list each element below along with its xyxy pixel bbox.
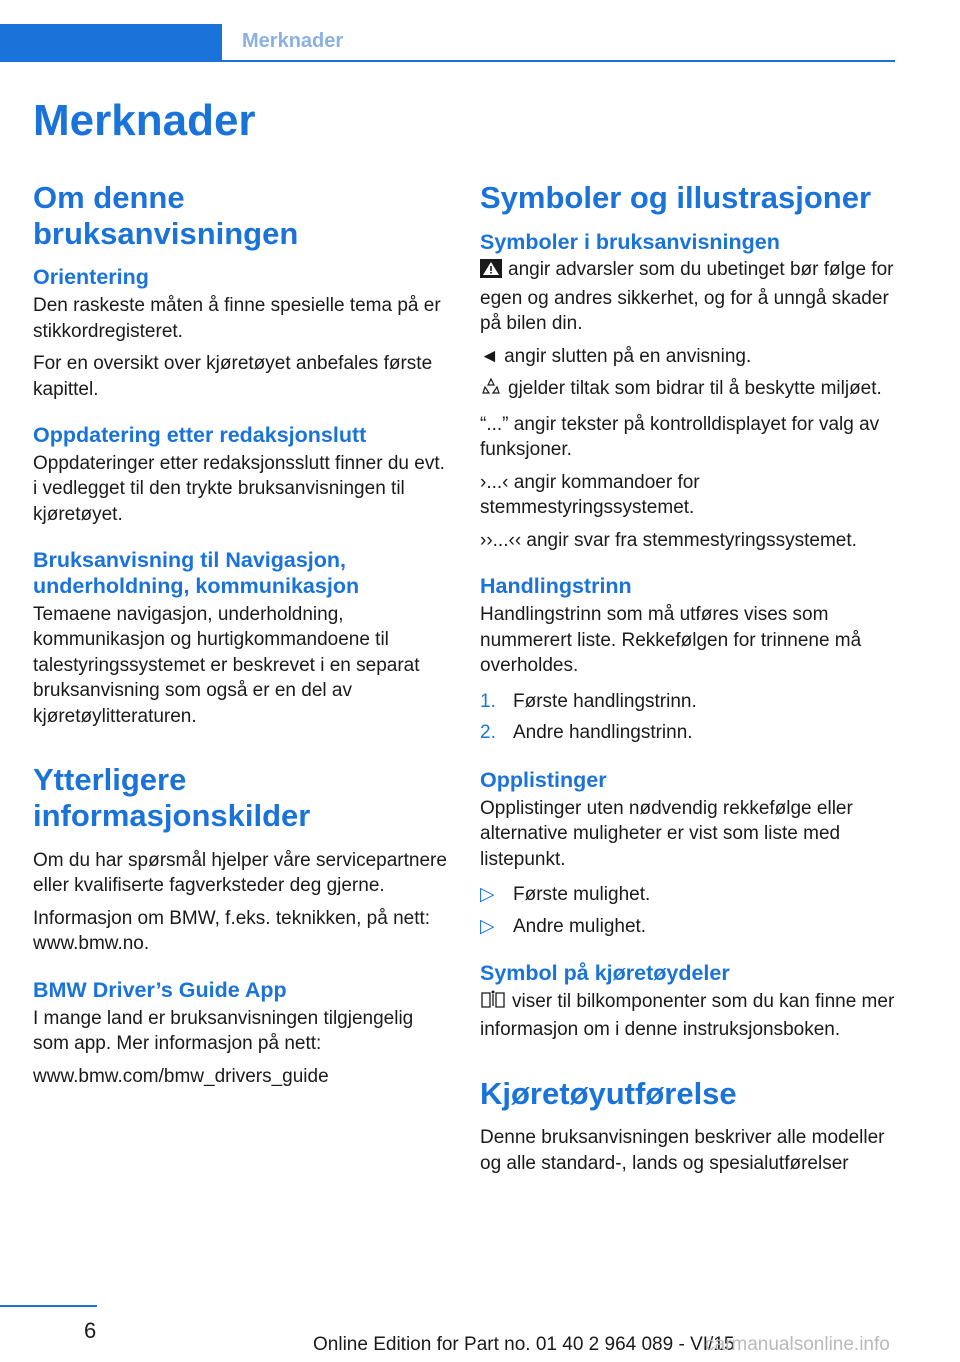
footer-edition: Online Edition for Part no. 01 40 2 964 089 - VI/15 bbox=[313, 1334, 735, 1355]
header-accent-bar bbox=[0, 24, 222, 62]
paragraph: Oppdateringer etter redaksjonsslutt finner du evt. i vedlegget til den trykte bruksanvisningen til kjøretøyet. bbox=[33, 452, 445, 525]
paragraph-warning-symbol bbox=[480, 257, 895, 337]
paragraph-link-text: www.bmw.com/bmw_drivers_guide bbox=[33, 1065, 329, 1087]
paragraph: Om du har spørsmål hjelper våre servicepartnere eller kvalifiserte fagverksteder deg gjerne. bbox=[33, 849, 447, 897]
environment-icon bbox=[480, 377, 502, 405]
subheading-action-steps: Handlingstrinn bbox=[480, 574, 632, 599]
header-rule bbox=[222, 60, 895, 62]
paragraph: Den raskeste måten å finne spesielle tema på er stikkordregisteret. bbox=[33, 295, 441, 342]
paragraph-book-symbol bbox=[480, 989, 895, 1043]
subheading-navigation-manual: Bruksanvisning til Navigasjon, underholdning, kommunikasjon bbox=[33, 548, 360, 599]
section-title-about: Om denne bruksanvisningen bbox=[33, 180, 299, 251]
header-section-title: Merknader bbox=[242, 30, 344, 52]
paragraph: Opplistinger uten nødvendig rekkefølge eller alternative muligheter er vist som liste med listepunkt. bbox=[480, 797, 853, 870]
subheading-vehicle-symbol: Symbol på kjøretøydeler bbox=[480, 961, 730, 986]
list-item bbox=[480, 914, 895, 940]
end-marker-icon: ◄ bbox=[480, 345, 499, 367]
warning-icon bbox=[480, 259, 502, 286]
bullet-list bbox=[480, 882, 895, 939]
triangle-bullet-icon: ▷ bbox=[480, 884, 495, 906]
paragraph: ››...‹‹ angir svar fra stemmestyringssystemet. bbox=[480, 529, 857, 551]
environment-symbol-text: gjelder tiltak som bidrar til å beskytte miljøet. bbox=[508, 378, 882, 400]
numbered-list bbox=[480, 689, 895, 746]
subheading-orientation: Orientering bbox=[33, 265, 149, 290]
list-item bbox=[480, 689, 895, 715]
paragraph: Temaene navigasjon, underholdning, kommunikasjon og hurtigkommandoene til talestyringssystemet er beskrevet i en separat bruksanvisning som også er en del av kjøretøylitteraturen. bbox=[33, 603, 420, 727]
footer-rule bbox=[0, 1305, 97, 1307]
paragraph: Denne bruksanvisningen beskriver alle modeller og alle standard-, lands og spesialutførelser bbox=[480, 1127, 885, 1174]
section-title-info-sources: Ytterligere informasjonskilder bbox=[33, 762, 311, 834]
list-marker: 1. bbox=[480, 690, 496, 712]
page-number: 6 bbox=[84, 1318, 97, 1343]
section-title-symbols: Symboler og illustrasjoner bbox=[480, 180, 872, 215]
list-item bbox=[480, 720, 895, 746]
watermark: carmanualsonline.info bbox=[705, 1334, 890, 1355]
list-item bbox=[480, 882, 895, 908]
book-symbol-text: viser til bilkomponenter som du kan finne mer informasjon om i denne instruksjonsboken. bbox=[480, 990, 895, 1041]
list-item-text: Første mulighet. bbox=[513, 884, 651, 906]
list-marker: 2. bbox=[480, 722, 496, 744]
paragraph: “...” angir tekster på kontrolldisplayet for valg av funksjoner. bbox=[480, 413, 880, 461]
section-title-vehicle-version: Kjøretøyutførelse bbox=[480, 1075, 737, 1111]
list-item-text: Første handlingstrinn. bbox=[513, 690, 697, 712]
triangle-bullet-icon: ▷ bbox=[480, 915, 495, 937]
paragraph: ›...‹ angir kommandoer for stemmestyringssystemet. bbox=[480, 471, 700, 519]
paragraph: Informasjon om BMW, f.eks. teknikken, på nett: www.bmw.no. bbox=[33, 907, 431, 955]
page-title: Merknader bbox=[33, 96, 256, 145]
paragraph-environment-symbol bbox=[480, 376, 895, 405]
left-column bbox=[33, 180, 448, 1096]
paragraph-end-symbol bbox=[480, 344, 895, 370]
paragraph: For en oversikt over kjøretøyet anbefales første kapittel. bbox=[33, 353, 433, 400]
paragraph: I mange land er bruksanvisningen tilgjengelig som app. Mer informasjon på nett: bbox=[33, 1007, 414, 1055]
list-item-text: Andre handlingstrinn. bbox=[513, 722, 693, 744]
subheading-symbols-in-manual: Symboler i bruksanvisningen bbox=[480, 229, 780, 254]
list-item-text: Andre mulighet. bbox=[513, 915, 647, 937]
paragraph: Handlingstrinn som må utføres vises som nummerert liste. Rekkefølgen for trinnene må overholdes. bbox=[480, 604, 862, 677]
subheading-app: BMW Driver’s Guide App bbox=[33, 977, 287, 1002]
subheading-update: Oppdatering etter redaksjonslutt bbox=[33, 423, 367, 448]
warning-symbol-text: angir advarsler som du ubetinget bør følge for egen og andres sikkerhet, og for å unngå skader på bilen din. bbox=[480, 259, 894, 335]
end-symbol-text: angir slutten på en anvisning. bbox=[504, 345, 752, 367]
book-icon bbox=[480, 990, 506, 1018]
subheading-listings: Opplistinger bbox=[480, 767, 607, 792]
right-column bbox=[480, 180, 895, 1183]
